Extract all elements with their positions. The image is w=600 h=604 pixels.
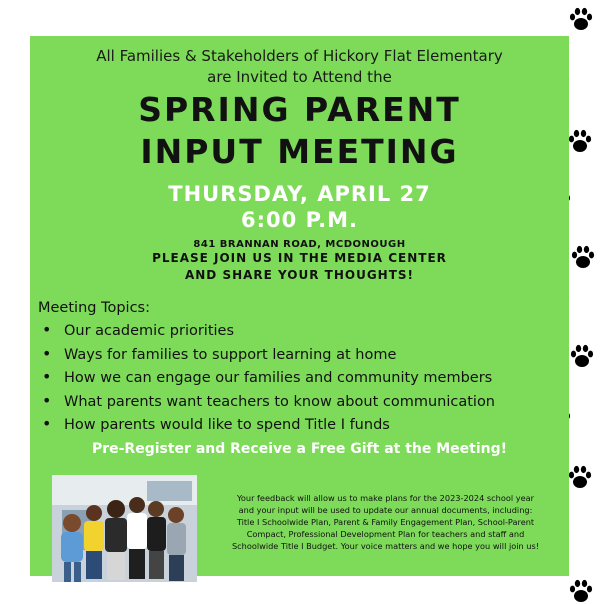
list-item: • How parents would like to spend Title I funds bbox=[42, 413, 495, 437]
list-item: • How we can engage our families and community members bbox=[42, 366, 495, 390]
paw-print-icon bbox=[567, 464, 593, 490]
invite-line-2: are Invited to Attend the bbox=[207, 68, 392, 86]
join-line-2: AND SHARE YOUR THOUGHTS! bbox=[184, 268, 415, 282]
preregister-callout: Pre-Register and Receive a Free Gift at the Meeting! bbox=[91, 441, 508, 457]
paw-print-icon bbox=[568, 578, 594, 604]
paw-print-icon bbox=[568, 6, 594, 32]
join-line-1: PLEASE JOIN US IN THE MEDIA CENTER bbox=[152, 251, 447, 265]
event-time: 6:00 P.M. bbox=[241, 208, 358, 232]
title-line-2: INPUT MEETING bbox=[140, 132, 459, 171]
feedback-line: Compact, Professional Development Plan for teachers and staff and bbox=[246, 529, 525, 539]
paw-print-icon bbox=[567, 128, 593, 154]
paw-print-icon bbox=[570, 244, 596, 270]
feedback-line: Title I Schoolwide Plan, Parent & Family Engagement Plan, School-Parent bbox=[236, 517, 535, 527]
title-line-1: SPRING PARENT bbox=[138, 90, 461, 129]
students-photo bbox=[52, 475, 197, 582]
invite-line-1: All Families & Stakeholders of Hickory Flat Elementary bbox=[96, 47, 503, 65]
feedback-line: and your input will be used to update our annual documents, including: bbox=[238, 505, 533, 515]
feedback-line: Schoolwide Title I Budget. Your voice matters and we hope you will join us! bbox=[231, 541, 540, 551]
paw-print-icon bbox=[569, 343, 595, 369]
list-item: • What parents want teachers to know about communication bbox=[42, 390, 495, 414]
topics-list bbox=[42, 319, 495, 437]
topics-heading: Meeting Topics: bbox=[38, 300, 150, 316]
feedback-paragraph bbox=[208, 492, 563, 552]
flyer-panel bbox=[30, 36, 569, 576]
feedback-line: Your feedback will allow us to make plans for the 2023-2024 school year bbox=[236, 493, 535, 503]
list-item: • Our academic priorities bbox=[42, 319, 495, 343]
event-address: 841 BRANNAN ROAD, MCDONOUGH bbox=[193, 239, 406, 250]
list-item: • Ways for families to support learning at home bbox=[42, 343, 495, 367]
event-date: THURSDAY, APRIL 27 bbox=[168, 182, 431, 206]
